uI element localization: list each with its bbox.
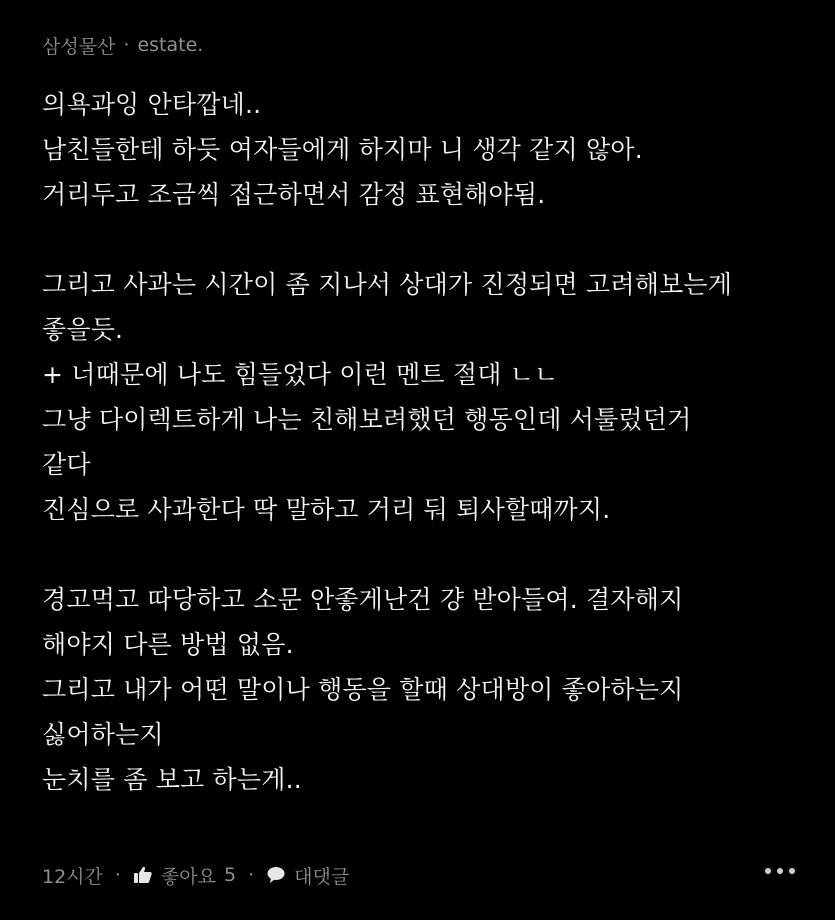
like-button[interactable]: [133, 862, 236, 889]
comment-line: 해야지 다른 방법 없음.: [42, 630, 294, 659]
comment-line: 같다: [42, 450, 91, 479]
comment-line: 경고먹고 따당하고 소문 안좋게난건 걍 받아들여. 결자해지: [42, 585, 684, 614]
more-dot: [777, 868, 783, 874]
comment-line: 진심으로 사과한다 딱 말하고 거리 둬 퇴사할때까지.: [42, 495, 611, 524]
reply-button[interactable]: [266, 862, 349, 889]
comment-line: 거리두고 조금씩 접근하면서 감정 표현해야됨.: [42, 180, 546, 209]
comment-body: [42, 82, 805, 802]
more-dots-icon[interactable]: [765, 868, 795, 874]
comment-line: 그리고 내가 어떤 말이나 행동을 할때 상대방이 좋아하는지: [42, 675, 684, 704]
blank-line: [42, 217, 805, 262]
footer-separator: ·: [248, 864, 255, 886]
footer-separator: ·: [114, 864, 121, 886]
like-count: 5: [224, 864, 237, 886]
header-separator: ·: [123, 34, 130, 56]
comment: [42, 30, 805, 802]
author-category: estate.: [137, 34, 204, 56]
thumbs-up-icon: [133, 865, 153, 885]
comment-footer: [42, 858, 805, 892]
comment-line: 싫어하는지: [42, 720, 164, 749]
comment-line: 남친들한테 하듯 여자들에게 하지마 니 생각 같지 않아.: [42, 135, 643, 164]
comment-line: 의욕과잉 안타깝네..: [42, 90, 262, 119]
comment-line: + 너때문에 나도 힘들었다 이런 멘트 절대 ㄴㄴ: [42, 360, 559, 389]
comment-line: 눈치를 좀 보고 하는게..: [42, 765, 302, 794]
comment-line: 그냥 다이렉트하게 나는 친해보려했던 행동인데 서툴렀던거: [42, 405, 692, 434]
reply-label: 대댓글: [294, 865, 350, 888]
more-dot: [789, 868, 795, 874]
comment-line: 좋을듯.: [42, 315, 124, 344]
more-dot: [765, 868, 771, 874]
speech-bubble-icon: [266, 865, 286, 885]
blank-line: [42, 532, 805, 577]
like-label: 좋아요: [160, 865, 216, 888]
timestamp: 12시간: [42, 865, 103, 888]
comment-line: 그리고 사과는 시간이 좀 지나서 상대가 진정되면 고려해보는게: [42, 270, 733, 299]
comment-header: [42, 30, 805, 60]
author-name[interactable]: 삼성물산: [42, 35, 116, 58]
